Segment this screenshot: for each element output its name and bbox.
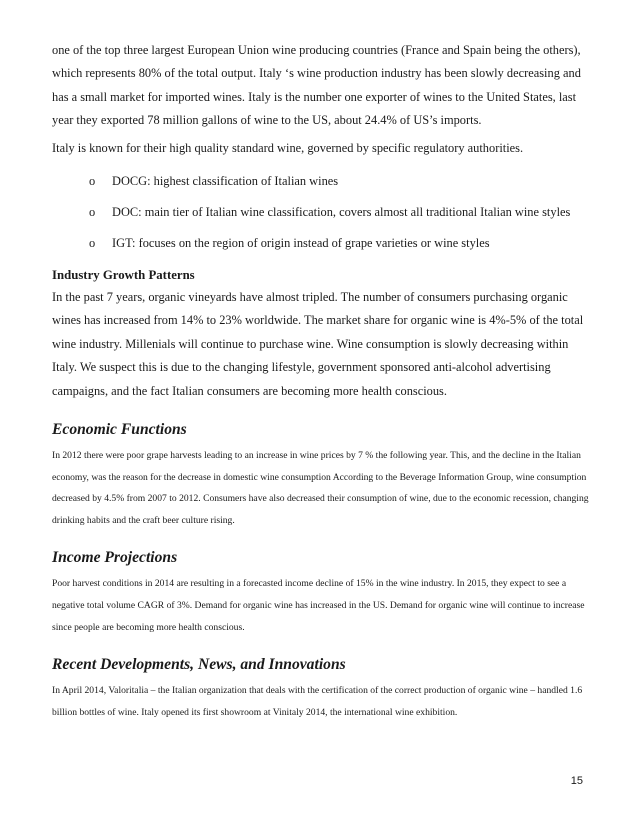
list-item-text: DOCG: highest classification of Italian wines [112,174,339,189]
regulation-paragraph: Italy is known for their high quality standard wine, governed by specific regulatory authorities. [52,140,524,155]
list-item [52,228,592,259]
bullet-marker: o [89,236,96,251]
income-heading: Income Projections [52,549,178,567]
document-page [52,39,592,723]
bullet-marker: o [89,205,96,220]
page-number: 15 [570,775,583,787]
recent-heading: Recent Developments, News, and Innovations [52,656,346,674]
growth-heading: Industry Growth Patterns [52,268,195,283]
recent-paragraph: In April 2014, Valoritalia – the Italian organization that deals with the certification of the correct production of organic wine – handled 1.6 billion bottles of wine. Italy opened its first showroom at Vinitaly 2014, the international wine exhibition. [52,685,583,718]
bullet-marker: o [89,174,96,189]
wine-classification-list [52,166,592,259]
economic-heading: Economic Functions [52,421,187,439]
income-paragraph: Poor harvest conditions in 2014 are resulting in a forecasted income decline of 15% in the wine industry. In 2015, they expect to see a negative total volume CAGR of 3%. Demand for organic wine has increased in the US. Demand for organic wine will continue to increase since people are becoming more health conscious. [52,578,585,633]
economic-paragraph: In 2012 there were poor grape harvests leading to an increase in wine prices by 7 % the following year. This, and the decline in the Italian economy, was the reason for the decrease in domestic wine consumption According to the Beverage Information Group, wine consumption decreased by 4.5% from 2007 to 2012. Consumers have also decreased their consumption of wine, due to the economic recession, changing drinking habits and the craft beer culture rising. [52,450,589,526]
growth-paragraph: In the past 7 years, organic vineyards have almost tripled. The number of consumers purchasing organic wines has increased from 14% to 23% worldwide. The market share for organic wine is 4%-5% of the total wine industry. Millenials will continue to purchase wine. Wine consumption is slowly decreasing within Italy. We suspect this is due to the changing lifestyle, government sponsored anti-alcohol advertising campaigns, and the fact Italian consumers are becoming more health conscious. [52,290,584,398]
list-item-text: DOC: main tier of Italian wine classification, covers almost all traditional Italian wine styles [112,205,571,220]
list-item [52,166,592,197]
list-item-text: IGT: focuses on the region of origin instead of grape varieties or wine styles [112,236,490,251]
intro-paragraph: one of the top three largest European Union wine producing countries (France and Spain being the others), which represents 80% of the total output. Italy ‘s wine production industry has been slowly decreasing and has a small market for imported wines. Italy is the number one exporter of wines to the United States, last year they exported 78 million gallons of wine to the US, about 24.4% of US’s imports. [52,43,581,128]
list-item [52,197,592,228]
